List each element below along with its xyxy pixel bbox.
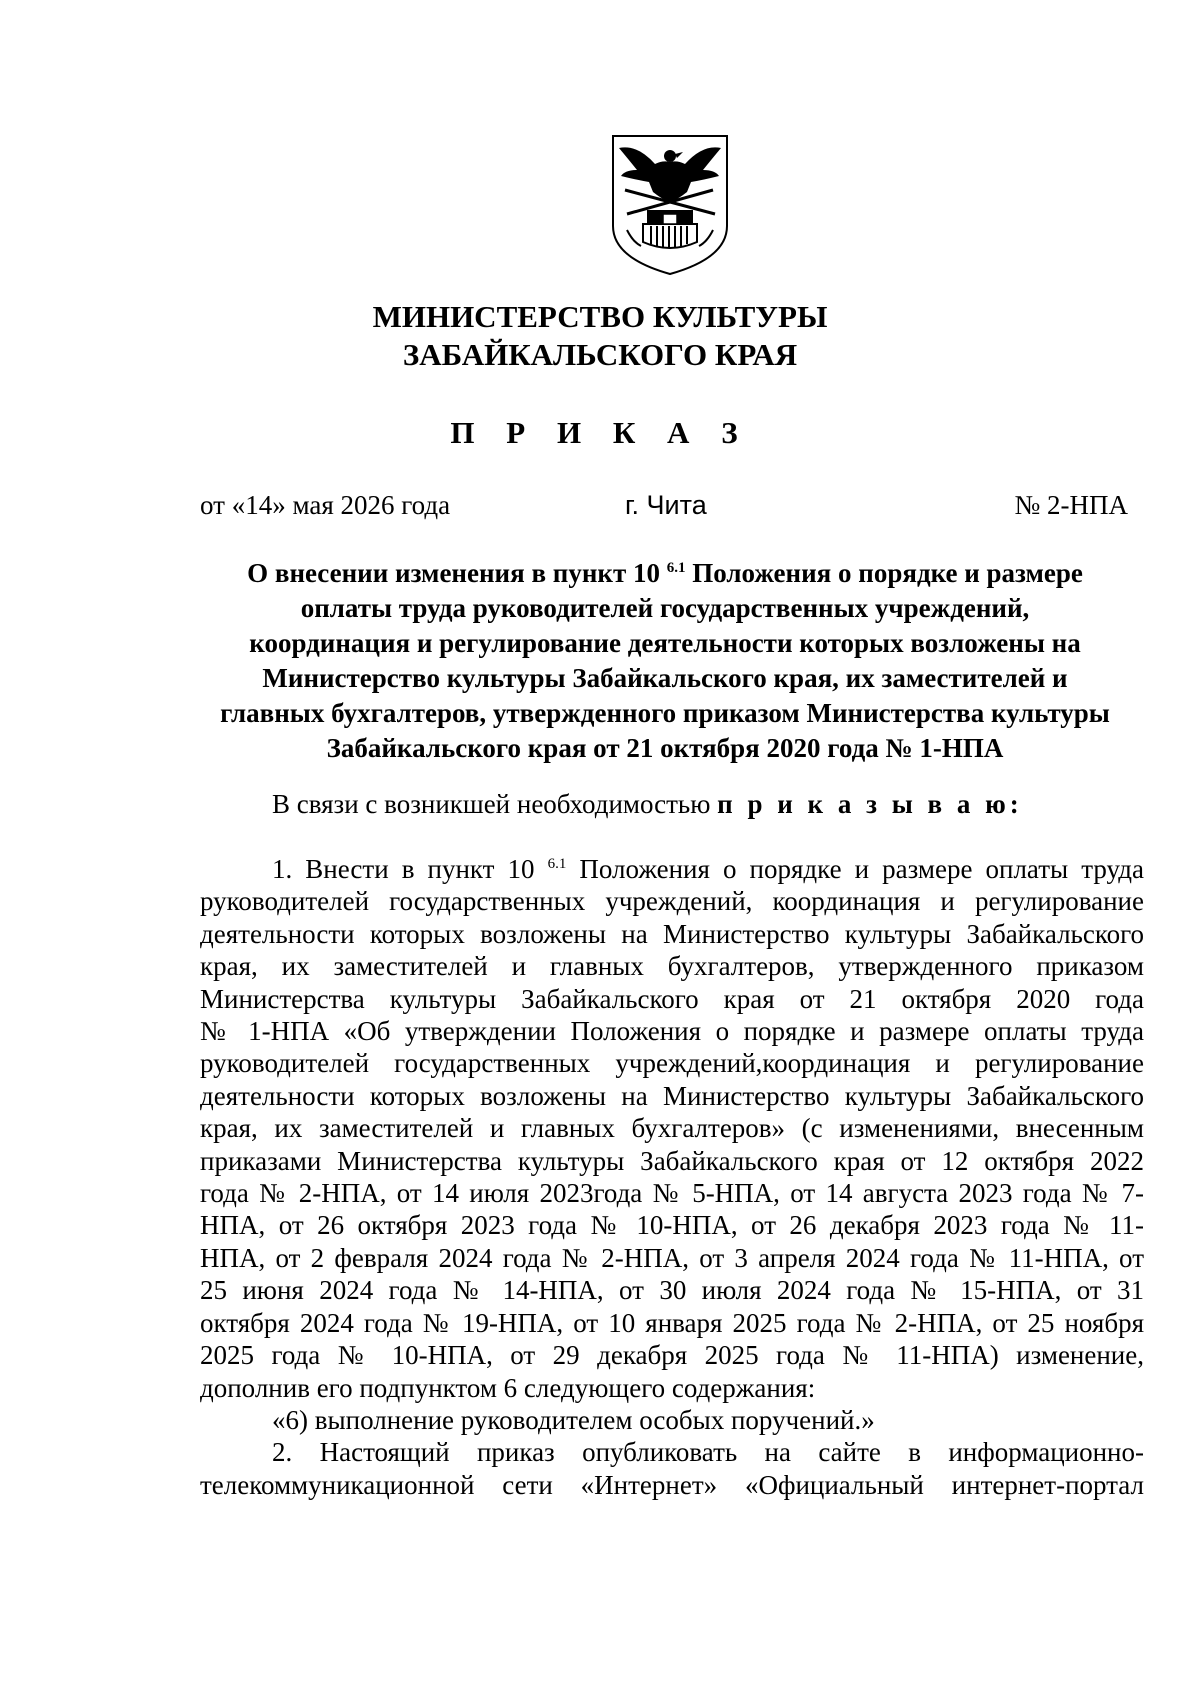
org-line-1: МИНИСТЕРСТВО КУЛЬТУРЫ — [372, 299, 828, 334]
heading-text: О внесении изменения в пункт 10 — [247, 558, 667, 588]
heading-line: Министерство культуры Забайкальского края, их заместителей и — [262, 663, 1068, 693]
order-city: г. Чита — [625, 490, 707, 520]
body-line: НПА, от 26 октября 2023 года № 10-НПА, от 26 декабря 2023 года № 11- — [200, 1210, 1144, 1241]
body-line — [200, 853, 1144, 885]
body-line: НПА, от 2 февраля 2024 года № 2-НПА, от 3 апреля 2024 года № 11-НПА, от — [200, 1242, 1144, 1273]
heading-superscript: 6.1 — [666, 560, 686, 576]
body-line: руководителей государственных учреждений, координация и регулирование — [200, 886, 1144, 917]
body-line: края, их заместителей и главных бухгалтеров, утвержденного приказом — [200, 951, 1144, 982]
body-line: Министерства культуры Забайкальского края от 21 октября 2020 года — [200, 983, 1144, 1014]
org-line-2: ЗАБАЙКАЛЬСКОГО КРАЯ — [402, 337, 798, 372]
body-line: 2025 года № 10-НПА, от 29 декабря 2025 года № 11-НПА) изменение, — [200, 1340, 1144, 1371]
heading-text: Положения о порядке и размере — [685, 558, 1083, 588]
body-line: приказами Министерства культуры Забайкальского края от 12 октября 2022 — [200, 1145, 1144, 1176]
body-line: № 1-НПА «Об утверждении Положения о порядке и размере оплаты труда — [200, 1016, 1144, 1047]
preamble — [272, 789, 1023, 820]
heading-line: главных бухгалтеров, утвержденного приказом Министерства культуры — [220, 698, 1110, 728]
body-line: телекоммуникационной сети «Интернет» «Официальный интернет-портал — [200, 1469, 1144, 1500]
body-superscript: 6.1 — [547, 856, 567, 872]
body-line: дополнив его подпунктом 6 следующего содержания: — [200, 1372, 816, 1403]
body-line: года № 2-НПА, от 14 июля 2023года № 5-НПА, от 14 августа 2023 года № 7- — [200, 1178, 1144, 1209]
coat-of-arms-icon — [607, 130, 733, 278]
order-number: № 2-НПА — [1014, 490, 1128, 520]
heading-line: координация и регулирование деятельности которых возложены на — [249, 628, 1081, 658]
document-type: П Р И К А З — [450, 415, 750, 450]
body-quote: «6) выполнение руководителем особых поручений.» — [272, 1404, 875, 1435]
organization-name — [200, 298, 1000, 374]
body-line: 25 июня 2024 года № 14-НПА, от 30 июля 2024 года № 15-НПА, от 31 — [200, 1275, 1144, 1306]
heading-line — [170, 556, 1160, 591]
heading-line: Забайкальского края от 21 октября 2020 года № 1-НПА — [326, 733, 1004, 763]
body-line: 2. Настоящий приказ опубликовать на сайте в информационно- — [272, 1437, 1144, 1468]
body-text: Положения о порядке и размере оплаты труда — [566, 854, 1144, 884]
body-line: края, их заместителей и главных бухгалтеров» (с изменениями, внесенным — [200, 1113, 1144, 1144]
body-text: 1. Внести в пункт 10 — [272, 854, 548, 884]
preamble-text: В связи с возникшей необходимостью — [272, 789, 718, 819]
body-line: деятельности которых возложены на Министерство культуры Забайкальского — [200, 918, 1144, 949]
preamble-emphasis: п р и к а з ы в а ю: — [717, 789, 1023, 819]
heading-line: оплаты труда руководителей государственных учреждений, — [300, 593, 1030, 623]
body-line: октября 2024 года № 19-НПА, от 10 января 2025 года № 2-НПА, от 25 ноября — [200, 1307, 1144, 1338]
body-line: руководителей государственных учреждений,координация и регулирование — [200, 1048, 1144, 1079]
order-heading — [170, 556, 1160, 766]
order-date: от «14» мая 2026 года — [200, 490, 451, 520]
order-body — [200, 853, 1144, 1501]
body-line: деятельности которых возложены на Министерство культуры Забайкальского — [200, 1080, 1144, 1111]
